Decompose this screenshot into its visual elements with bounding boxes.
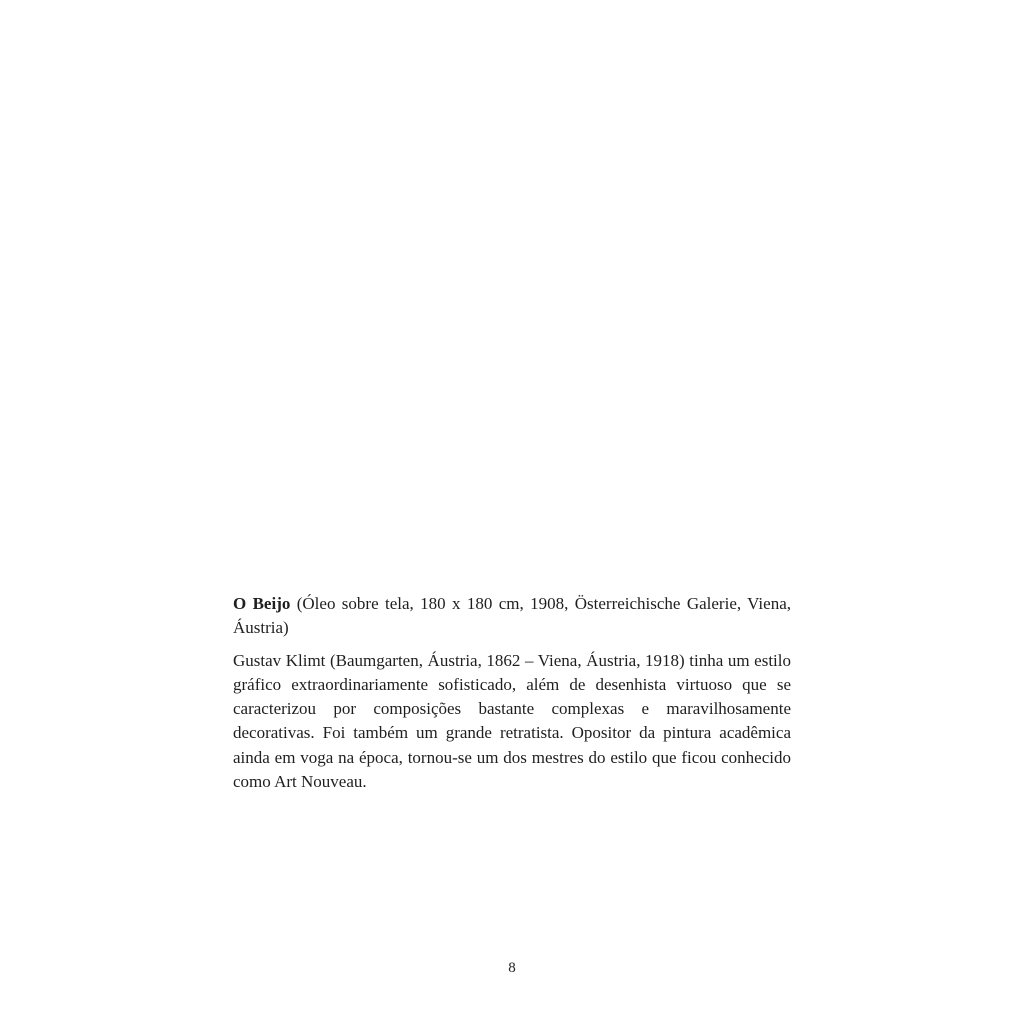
artist-description: Gustav Klimt (Baumgarten, Áustria, 1862 – Viena, Áustria, 1918) tinha um estilo gráfico extraordinariamente sofisticado, além de desenhista virtuoso que se caracterizou por composições bastante complexas e maravilhosamente decorativas. Foi também um grande retratista. Opositor da pintura acadêmica ainda em voga na época, tornou-se um dos mestres do estilo que ficou conhecido como Art Nouveau. xyxy=(233,650,791,792)
artwork-caption xyxy=(233,592,791,641)
page-number: 8 xyxy=(508,960,516,976)
artwork-title: O Beijo xyxy=(233,594,291,613)
artwork-details: (Óleo sobre tela, 180 x 180 cm, 1908, Österreichische Galerie, Viena, Áustria) xyxy=(233,594,791,638)
text-block xyxy=(233,592,791,794)
